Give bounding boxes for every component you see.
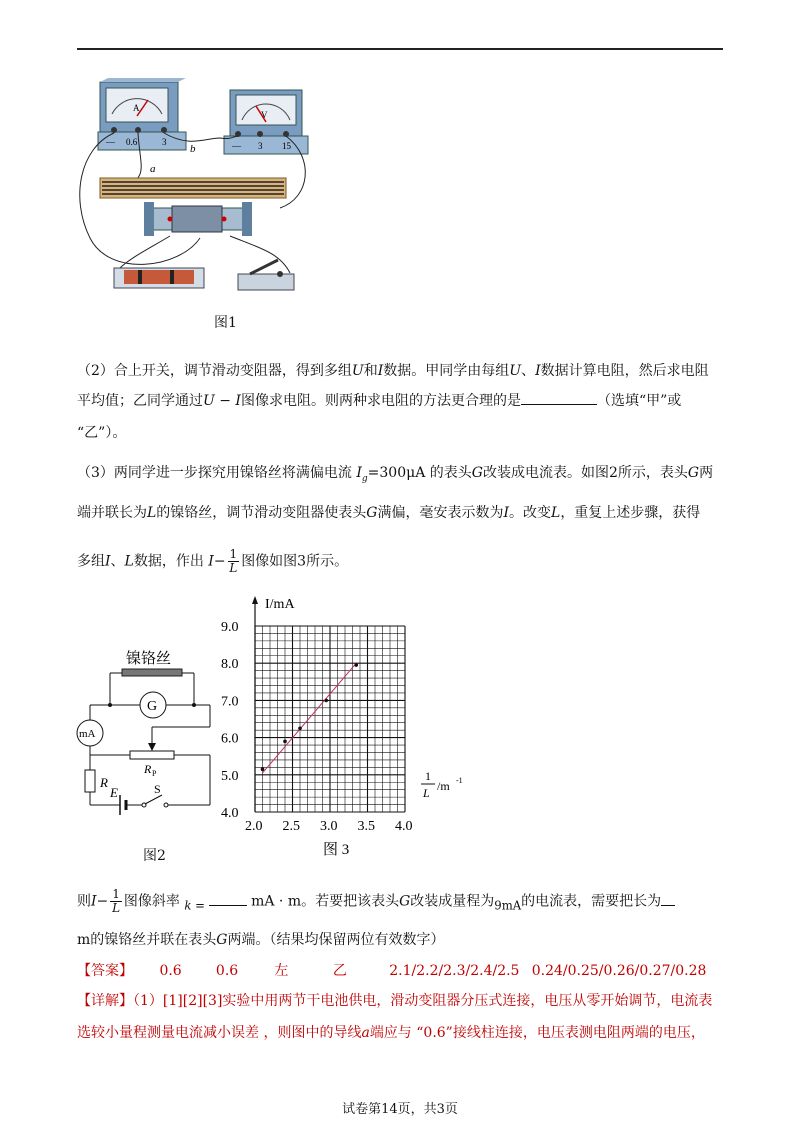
voltmeter-symbol: V [261,110,268,120]
q2-line3: “乙”）。 [77,425,127,441]
figure1-caption: 图1 [214,315,237,331]
data-point [324,699,328,703]
x-axis-label-exp: -1 [456,776,463,785]
explanation-label: 【详解】 [77,993,133,1009]
y-axis-arrow [252,596,258,604]
x-tick-label: 3.0 [320,819,338,834]
x-tick-label: 2.5 [282,819,300,834]
y-axis-label: I/mA [265,597,295,612]
ammeter-terminal-3: 3 [162,137,167,147]
data-point [298,727,302,731]
y-tick-label: 4.0 [221,806,239,821]
y-tick-label: 7.0 [221,694,239,710]
switch-label: S [154,782,161,796]
q2-line1: （2）合上开关，调节滑动变阻器，得到多组U和I数据。甲同学由每组U、I数据计算电阻，然后求电阻 [77,363,709,379]
x-tick-label: 4.0 [395,819,413,834]
q3-tail-line1: 则I− $\frac{1}{L}$ 图像斜率 $_{k =}$ mA · m。若要把该表头G改装成量程为$_{9mA}$的电流表，需要把长为 [77,888,723,915]
answer-5: 2.1/2.2/2.3/2.4/2.5 [389,963,520,979]
resistor-label: R [100,775,108,790]
rheostat-label: R [144,762,152,776]
answer-4: 乙 [332,963,347,979]
y-tick-label: 8.0 [221,657,239,673]
header-rule [77,48,723,50]
explanation-line1: 【详解】（1）[1][2][3]实验中用两节干电池供电，滑动变阻器分压式连接，电压从零开始调节，电流表 [77,993,713,1009]
galvanometer-label: G [147,699,158,714]
nichrome-label: 镍铬丝 [126,651,172,667]
slope-answer-blank[interactable] [209,905,247,906]
page-footer: 试卷第14页，共3页 [342,1102,458,1117]
figure3-chart [215,590,475,860]
fit-line [263,663,357,773]
q3-line2: 端并联长为L的镍铬丝，调节滑动变阻器使表头G满偏，毫安表示数为I。改变L，重复上述步骤，获得 [77,505,701,521]
wire-a-label: a [150,163,156,175]
data-point [261,767,265,771]
battery-and-switch [114,236,294,290]
q3-line3: 多组I、L数据，作出 I− $\frac{1}{L}$ 图像如图3所示。 [77,547,349,575]
voltmeter-terminal-neg: — [232,141,241,151]
ammeter [98,78,186,150]
answer-6: 0.24/0.25/0.26/0.27/0.28 [531,963,707,979]
answer-2: 0.6 [215,963,239,979]
x-axis-label-num: 1 [425,769,431,783]
x-tick-label: 3.5 [357,819,375,834]
y-tick-label: 6.0 [221,731,239,747]
y-tick-label: 5.0 [221,768,239,784]
ammeter-terminal-06: 0.6 [126,137,138,147]
emf-label: E [110,785,118,800]
figure2-circuit [70,645,230,825]
length-answer-blank[interactable] [661,905,675,906]
q2-answer-blank[interactable] [521,404,597,405]
explanation-line2: 选较小量程测量电流减小误差 ，则图中的导线a端应与 “0.6”接线柱连接，电压表测电阻两端的电压， [77,1025,705,1041]
data-point [283,740,287,744]
q3-line1: （3）两同学进一步探究用镍铬丝将满偏电流 $I_g=300\mu A$ 的表头G改装成电流表。如图2所示，表头G两 [77,465,714,484]
data-point [354,663,358,667]
ammeter-terminal-neg: — [106,137,115,147]
ammeter-symbol: A [133,103,140,113]
resistance-wire-board [100,178,286,198]
rheostat-subscript: P [152,769,157,778]
x-axis-label-den: L [423,786,430,800]
x-tick-label: 2.0 [245,819,263,834]
answer-1: 0.6 [159,963,182,979]
wire-b-label: b [190,143,196,155]
answer-label: 【答案】 [77,963,133,979]
figure3-caption: 图 3 [323,842,350,858]
x-axis-label-unit: /m [437,779,450,793]
y-tick-label: 9.0 [221,620,239,635]
q3-tail-line2: m的镍铬丝并联在表头G两端。（结果均保留两位有效数字） [77,932,445,948]
figure2-caption: 图2 [143,848,166,864]
answer-3: 左 [274,963,289,979]
q2-line2: 平均值；乙同学通过U − I图像求电阻。则两种求电阻的方法更合理的是 （选填“甲”或 [77,393,682,409]
sliding-rheostat [144,202,252,236]
voltmeter-terminal-15: 15 [282,141,291,151]
answer-line [77,962,723,980]
milliammeter-label: mA [79,728,96,740]
voltmeter-terminal-3: 3 [258,141,263,151]
figure1-apparatus [60,78,320,308]
